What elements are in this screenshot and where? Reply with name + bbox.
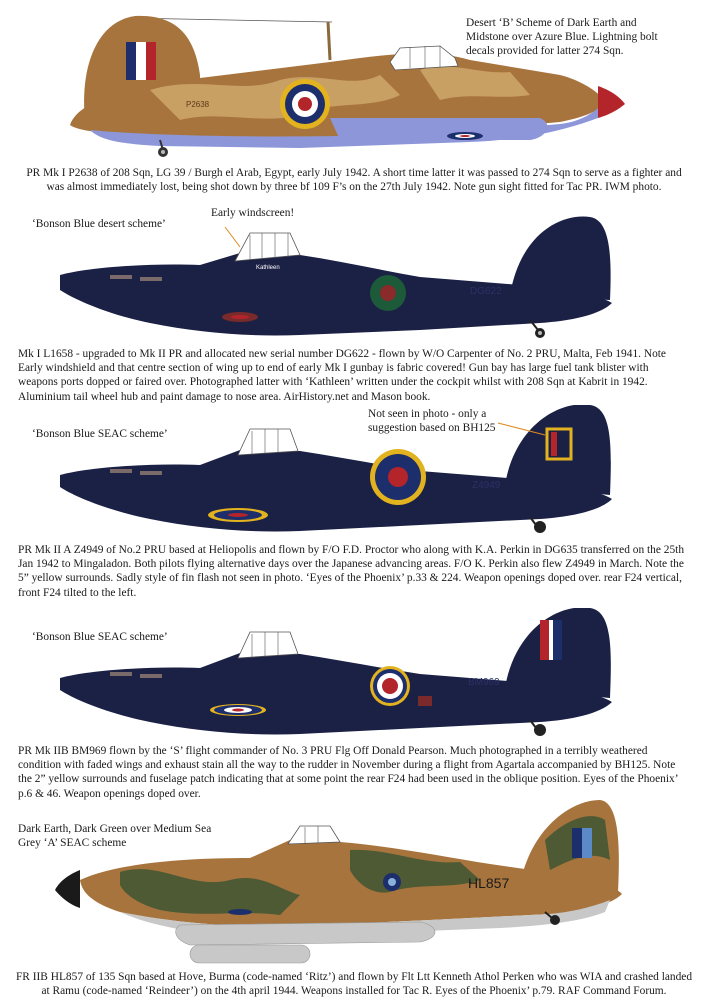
profile-4-caption: PR Mk IIB BM969 flown by the ‘S’ flight commander of No. 3 PRU Flg Off Donald Pearson. Much photographed in a terribly weathered condition with faded wings and exhaust stain all the way to the rudder in November during a flight from Agartala accompanied by BH125. Note the 2” yellow surrounds and fuselage patch indicating that at some point the rear F24 had been used in the oblique position. Eyes of the Phoenix’ p.6 & 46. Weapon openings doped over. xyxy=(18,745,678,800)
profile-2-caption: Mk I L1658 - upgraded to Mk II PR and allocated new serial number DG622 - flown by W/O Carpenter of No. 2 PRU, Malta, Feb 1941. Note Early windshield and that centre section of wing up to end of early Mk I gunbay is fabric covered! Gun bay has large fuel tank blister with weapons ports dopped or faired over. Photographed latter with ‘Kathleen’ written under the cockpit whilst with 208 Sqn at Kabrit in 1942. Aluminium tail wheel hub and paint damage to nose area. AirHistory.net and Mason book. xyxy=(18,348,666,403)
profile-5-caption: FR IIB HL857 of 135 Sqn based at Hove, Burma (code-named ‘Ritz’) and flown by Flt Ltt Kenneth Athol Perken who was WIA and crashed landed at Ramu (code-named ‘Reindeer’) on the 4th april 1944. Weapons installed for Tac R. Eyes of the Phoenix’ p.79. RAF Command Forum. xyxy=(15,971,693,998)
profile-5 xyxy=(0,800,708,1000)
profile-1-caption: PR Mk I P2638 of 208 Sqn, LG 39 / Burgh el Arab, Egypt, early July 1942. A short time latter it was passed to 274 Sqn to serve as a fighter and was almost immediately lost, being shot down by three bf 109 F’s on the 27th July 1942. Note gun sight fitted for Tac PR. IWM photo. xyxy=(26,167,682,194)
profile-5-serial-marking: HL857 xyxy=(468,875,510,891)
profile-3-serial-marking: Z4949 xyxy=(472,480,501,491)
profile-1-scheme-note: Desert ‘B’ Scheme of Dark Earth and Midstone over Azure Blue. Lightning bolt decals provided for latter 274 Sqn. xyxy=(466,17,658,58)
profile-3-fin-flash-callout: Not seen in photo - only a suggestion based on BH125 xyxy=(368,408,496,435)
profile-2-name-marking: Kathleen xyxy=(256,265,280,271)
profile-3 xyxy=(0,405,708,625)
profile-3-caption: PR Mk II A Z4949 of No.2 PRU based at Heliopolis and flown by F/O F.D. Proctor who along with K.A. Perkin in DG635 transferred on the 25th Jan 1942 to Mingaladon. Both pilots flying alternative days over the Japanese advancing areas. F/O K. Perkin also flew Z4949 in March. Note the 5” yellow surrounds. Sadly style of fin flash not seen in photo. ‘Eyes of the Phoenix’ p.33 & 224. Weapon openings doped over. rear F24 vertical, front F24 tilted to the left. xyxy=(18,544,685,599)
profile-1-serial-marking: P2638 xyxy=(186,100,210,109)
profile-4-serial-marking: BM969 xyxy=(468,677,500,688)
profile-4-scheme-label: ‘Bonson Blue SEAC scheme’ xyxy=(32,631,168,643)
profile-2-windscreen-callout: Early windscreen! xyxy=(211,207,295,219)
profile-5-scheme-label: Dark Earth, Dark Green over Medium Sea Grey ‘A’ SEAC scheme xyxy=(18,823,212,850)
profile-2-serial-marking: DG622 xyxy=(470,286,502,297)
profile-2 xyxy=(0,205,708,425)
profile-2-scheme-label: ‘Bonson Blue desert scheme’ xyxy=(32,218,166,230)
profile-4 xyxy=(0,608,708,808)
profile-3-scheme-label: ‘Bonson Blue SEAC scheme’ xyxy=(32,428,168,440)
profile-1 xyxy=(0,0,708,205)
